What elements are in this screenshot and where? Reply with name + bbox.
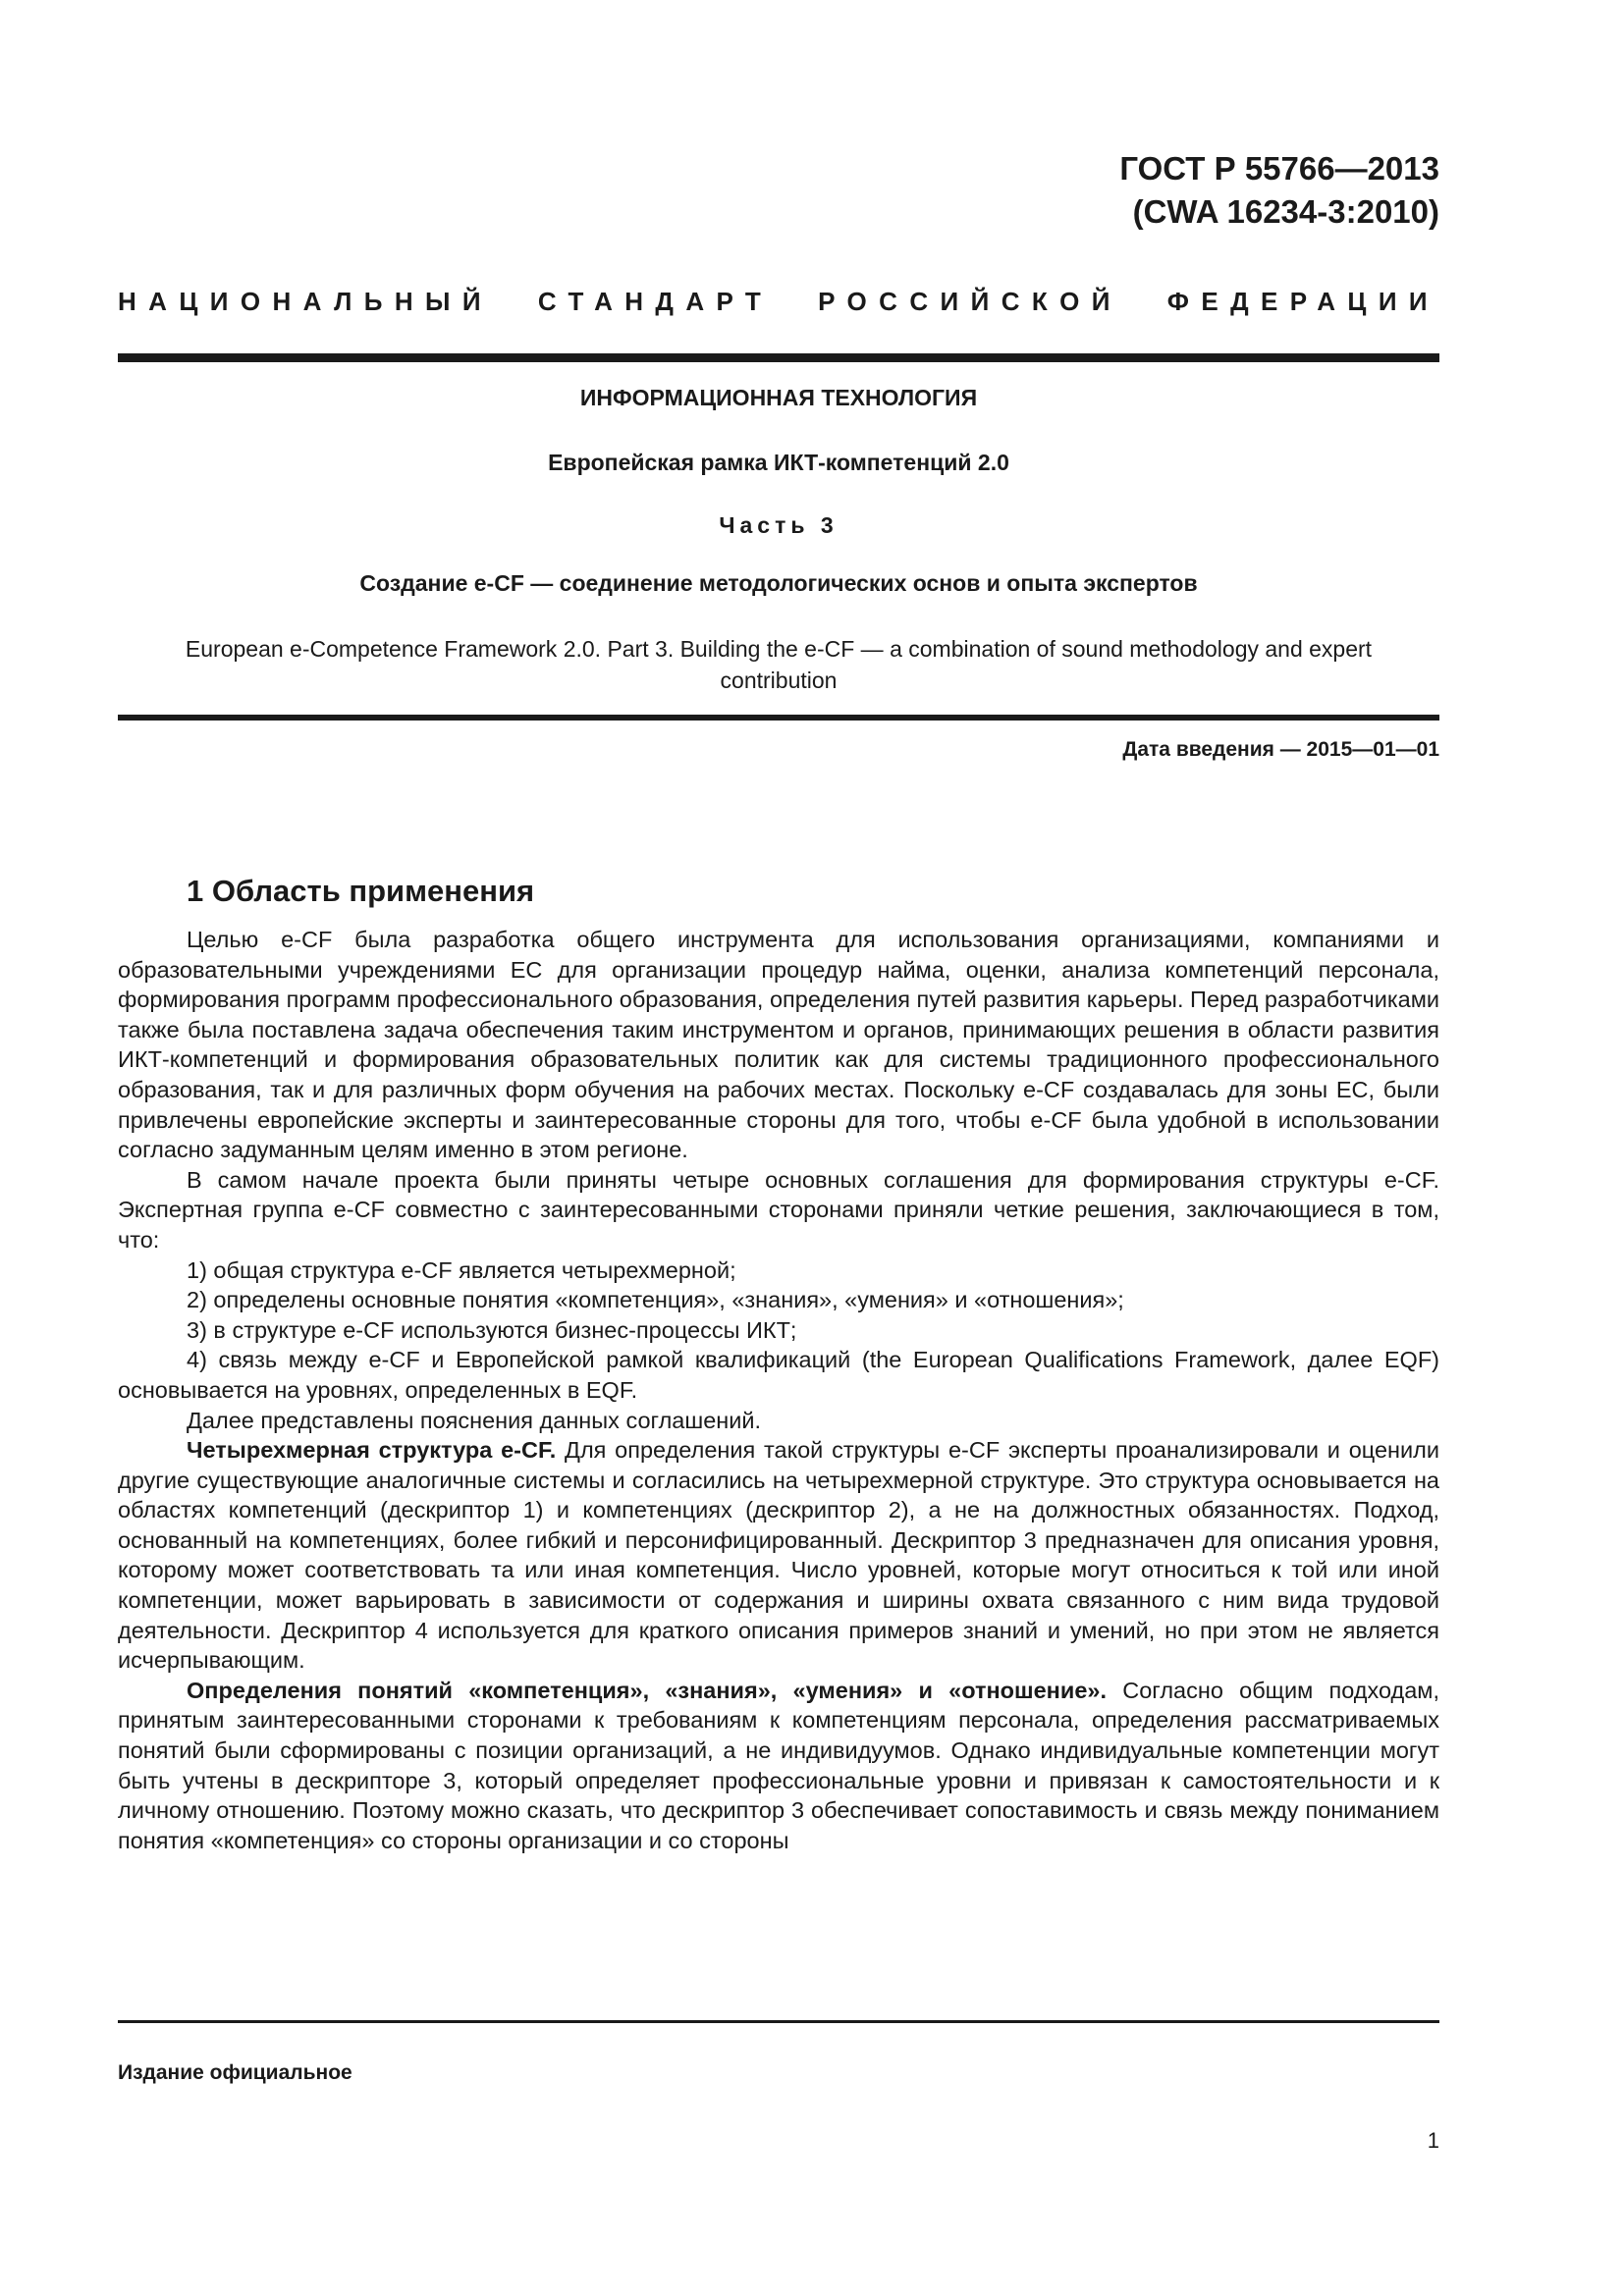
list-item: 2) определены основные понятия «компетенция», «знания», «умения» и «отношения»; <box>187 1287 1124 1313</box>
footer-rule <box>118 2020 1439 2023</box>
paragraph: Целью e-CF была разработка общего инструмента для использования организациями, компаниями и образовательными учреждениями ЕС для организации процедур найма, оценки, анализа компетенций персонала, формирования программ профессионального образования, определения путей развития карьеры. Перед разработчиками также была поставлена задача обеспечения таким инструментом и органов, принимающих решения в области развития ИКТ-компетенций и формирования образовательных политик как для системы традиционного профессионального образования, так и для различных форм обучения на рабочих местах. Поскольку e-CF создавалась для зоны ЕС, были привлечены европейские эксперты и заинтересованные стороны для того, чтобы e-CF была удобной в использовании согласно задуманным целям именно в этом регионе. <box>118 927 1439 1163</box>
section-heading: 1 Область применения <box>187 874 535 908</box>
paragraph-body: Для определения такой структуры e-CF эксперты проанализировали и оценили другие существующие аналогичные системы и согласились на четырехмерной структуре. Это структура основывается на областях компетенций (дескриптор 1) и компетенциях (дескриптор 2), а не на должностных обязанностях. Подход, основанный на компетенциях, более гибкий и персонифицированный. Дескриптор 3 предназначен для описания уровня, которому может соответствовать та или иная компетенция. Число уровней, которые могут относиться к той или иной компетенции, может варьировать в зависимости от содержания и ширины охвата связанного с ним вида трудовой деятельности. Дескриптор 4 используется для краткого описания примеров знаний и умений, но при этом не является исчерпывающим. <box>118 1437 1439 1674</box>
list-item: 3) в структуре e-CF используются бизнес-процессы ИКТ; <box>187 1316 797 1343</box>
page-number: 1 <box>1427 2128 1439 2153</box>
national-standard-banner: НАЦИОНАЛЬНЫЙ СТАНДАРТ РОССИЙСКОЙ ФЕДЕРАЦИИ <box>118 287 1439 316</box>
title-part: Часть 3 <box>719 512 839 538</box>
paragraph-body: Согласно общим подходам, принятым заинтересованными сторонами к требованиям к компетенциям персонала, определения рассматриваемых понятий были сформированы с позиции организаций, а не индивидуумов. Однако индивидуальные компетенции могут быть учтены в дескрипторе 3, который определяет профессиональные уровни и привязан к самостоятельности и к личному отношению. Поэтому можно сказать, что дескриптор 3 обеспечивает сопоставимость и связь между пониманием понятия «компетенция» со стороны организации и со стороны <box>118 1677 1439 1853</box>
list-item: 1) общая структура e-CF является четырехмерной; <box>187 1256 736 1283</box>
paragraph <box>118 1676 1439 1856</box>
paragraph: В самом начале проекта были приняты четыре основных соглашения для формирования структуры e-CF. Экспертная группа e-CF совместно с заинтересованными сторонами приняли четкие решения, заключающиеся в том, что: <box>118 1166 1439 1253</box>
edition-note: Издание официальное <box>118 2061 352 2084</box>
section-body <box>118 925 1439 1855</box>
title-main: ИНФОРМАЦИОННАЯ ТЕХНОЛОГИЯ <box>579 385 978 410</box>
paragraph-lead: Определения понятий «компетенция», «знания», «умения» и «отношение». <box>187 1677 1107 1703</box>
english-title: European e-Competence Framework 2.0. Part 3. Building the e-CF — a combination of sound methodology and expert contribution <box>185 636 1373 693</box>
title-sub: Европейская рамка ИКТ-компетенций 2.0 <box>548 450 1009 475</box>
title-part-name: Создание e-CF — соединение методологических основ и опыта экспертов <box>359 570 1198 596</box>
list-item: 4) связь между e-CF и Европейской рамкой квалификаций (the European Qualifications Framework, далее EQF) основывается на уровнях, определенных в EQF. <box>118 1347 1439 1403</box>
standard-designation <box>1119 147 1439 234</box>
paragraph-lead: Четырехмерная структура e-CF. <box>187 1437 557 1464</box>
paragraph <box>118 1435 1439 1676</box>
designation-gost: ГОСТ Р 55766—2013 <box>1119 150 1439 187</box>
title-rule <box>118 715 1439 721</box>
introduction-date: Дата введения — 2015—01—01 <box>1122 738 1439 761</box>
designation-cwa: (CWA 16234-3:2010) <box>1132 193 1439 230</box>
paragraph: Далее представлены пояснения данных соглашений. <box>187 1407 762 1433</box>
top-rule <box>118 353 1439 362</box>
